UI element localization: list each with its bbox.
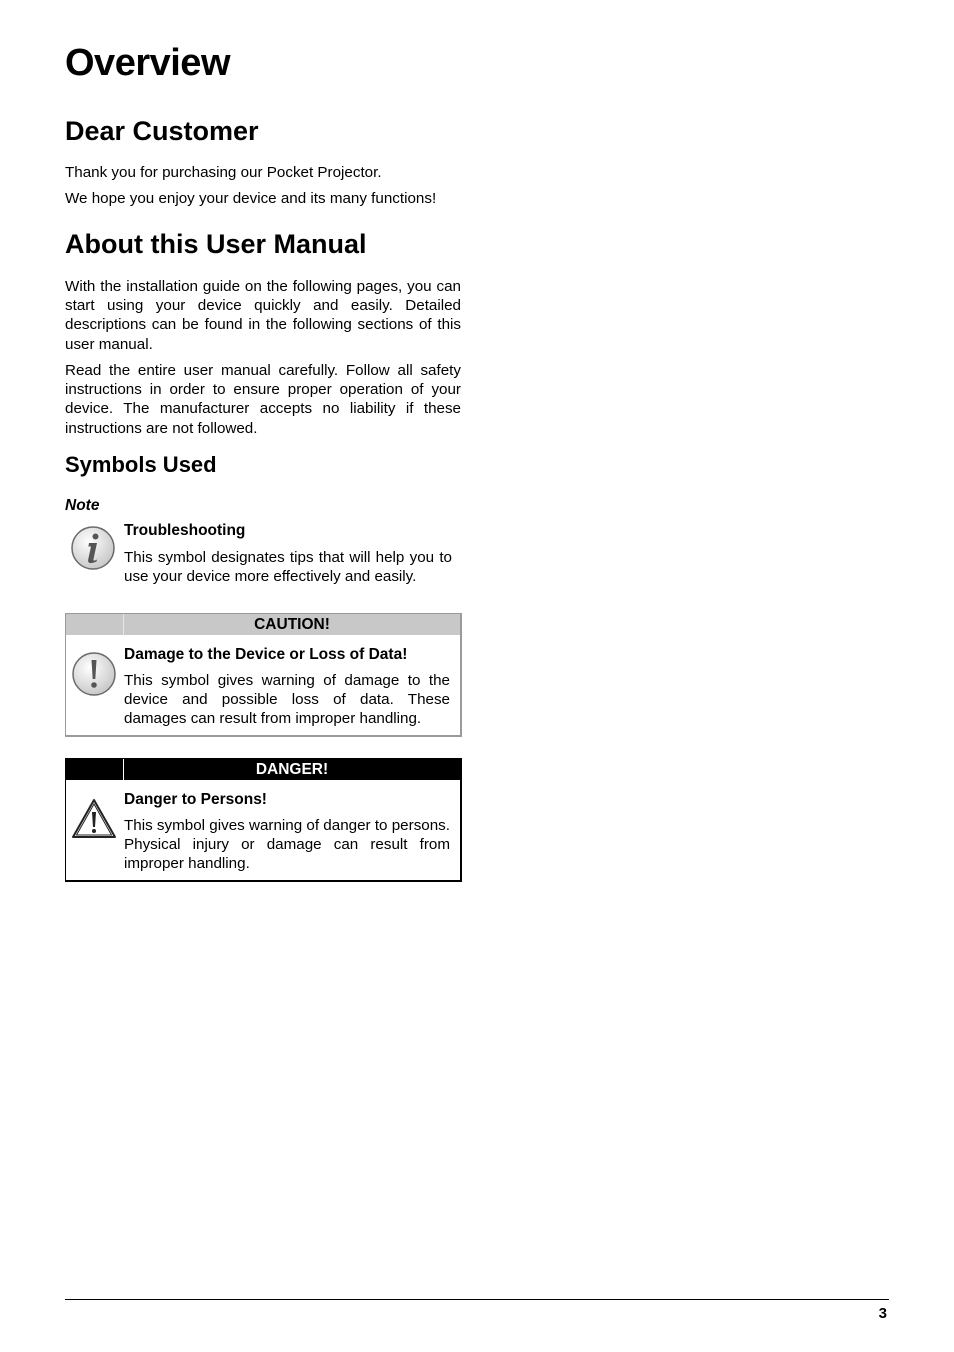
dear-customer-paragraph-2: We hope you enjoy your device and its many functions! [65,190,437,207]
caution-header-label: CAUTION! [124,614,460,635]
about-manual-heading: About this User Manual [65,229,367,259]
danger-header [66,759,460,780]
danger-title: Danger to Persons! [124,791,267,808]
note-block [65,521,461,591]
danger-body: This symbol gives warning of danger to persons. Physical injury or damage can result from improper handling. [124,817,450,873]
footer-rule [65,1299,889,1300]
about-manual-paragraph-2: Read the entire user manual carefully. Follow all safety instructions in order to ensure proper operation of your device. The manufacturer accepts no liability if these instructions are not followed. [65,362,461,437]
note-body: This symbol designates tips that will help you to use your device more effectively and easily. [124,549,452,586]
page-title: Overview [65,42,230,84]
caution-header [66,614,460,635]
caution-title: Damage to the Device or Loss of Data! [124,646,408,663]
exclamation-icon [71,651,117,697]
dear-customer-heading: Dear Customer [65,116,259,146]
warning-triangle-icon [71,796,117,842]
caution-header-stub [66,614,124,635]
caution-box [65,613,462,737]
about-manual-paragraph-1: With the installation guide on the following pages, you can start using your device quickly and easily. Detailed descriptions can be found in the following sections of this user manual. [65,278,461,353]
info-icon [70,525,116,571]
dear-customer-paragraph-1: Thank you for purchasing our Pocket Projector. [65,164,382,181]
symbols-used-heading: Symbols Used [65,452,217,477]
danger-header-stub [66,759,124,780]
note-label: Note [65,497,100,514]
danger-box [65,758,462,882]
page-number: 3 [878,1305,887,1322]
caution-body: This symbol gives warning of damage to the device and possible loss of data. These damages can result from improper handling. [124,672,450,728]
danger-header-label: DANGER! [124,759,460,780]
note-title: Troubleshooting [124,522,246,539]
